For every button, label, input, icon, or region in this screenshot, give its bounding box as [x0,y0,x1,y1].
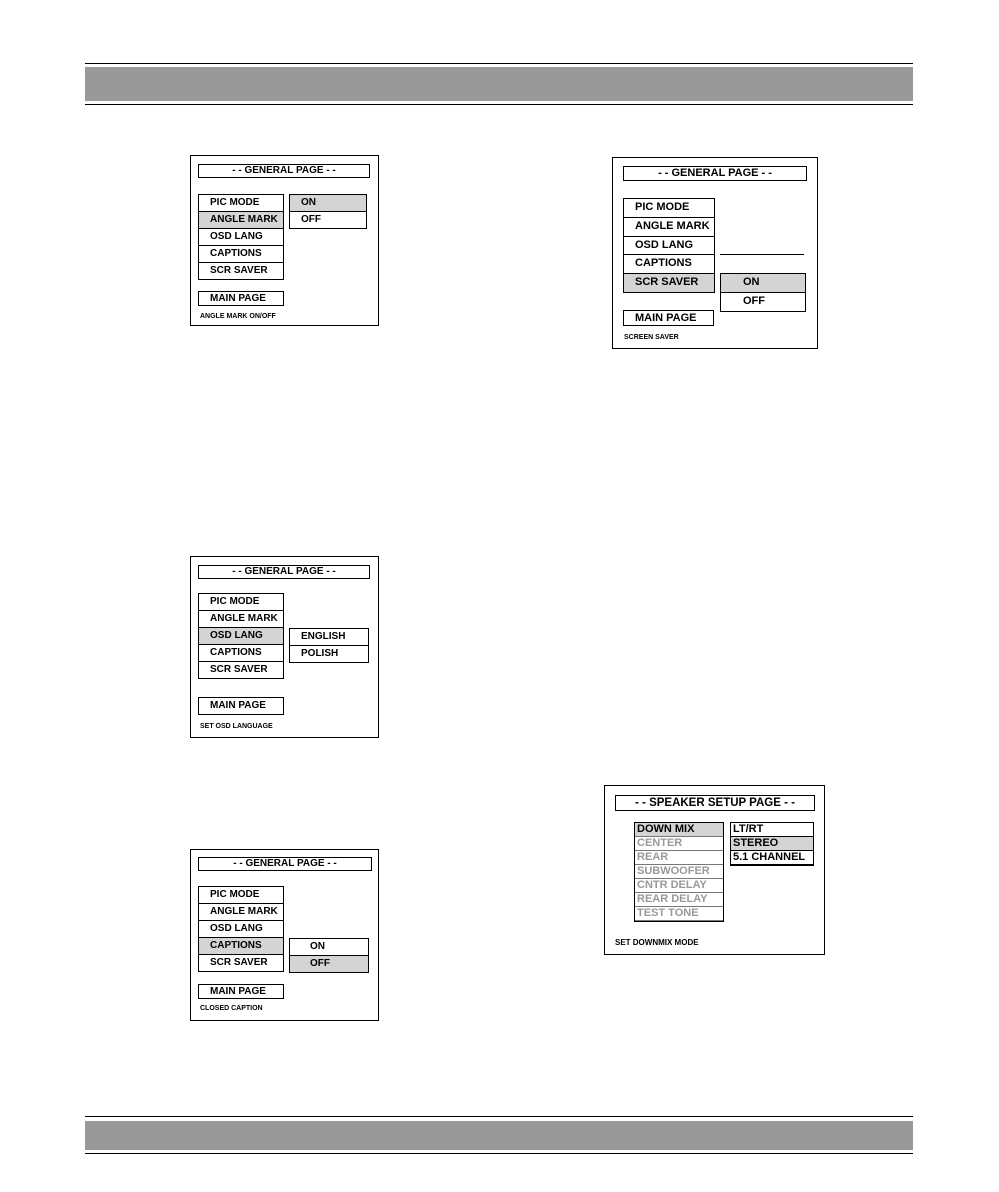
menu-item-pic-mode[interactable]: PIC MODE [624,199,714,218]
general-menu [198,886,284,972]
option-stereo[interactable]: STEREO [731,837,813,851]
menu-item-osd-lang[interactable]: OSD LANG [199,921,283,938]
help-text: SET DOWNMIX MODE [615,938,699,947]
general-page-captions-panel [190,849,379,1021]
menu-item-scr-saver[interactable]: SCR SAVER [624,274,714,292]
menu-item-down-mix[interactable]: DOWN MIX [635,823,723,837]
footer-bar [85,1121,913,1150]
page-title: - - SPEAKER SETUP PAGE - - [615,795,815,811]
menu-item-rear-delay: REAR DELAY [635,893,723,907]
downmix-option-menu [730,822,814,866]
general-menu [198,194,284,280]
help-text: SET OSD LANGUAGE [200,723,273,730]
main-page-button[interactable]: MAIN PAGE [623,310,714,326]
menu-item-pic-mode[interactable]: PIC MODE [199,887,283,904]
option-5-1-channel[interactable]: 5.1 CHANNEL [731,851,813,865]
header-top-rule [85,63,913,64]
general-menu [198,593,284,679]
footer-top-rule [85,1116,913,1117]
general-menu [623,198,715,293]
option-on[interactable]: ON [290,195,366,212]
general-page-angle-mark-panel [190,155,379,326]
menu-item-rear: REAR [635,851,723,865]
menu-item-angle-mark[interactable]: ANGLE MARK [199,904,283,921]
footer-bottom-rule [85,1153,913,1154]
menu-item-pic-mode[interactable]: PIC MODE [199,594,283,611]
general-page-osd-lang-panel [190,556,379,738]
header-bottom-rule [85,104,913,105]
option-on[interactable]: ON [721,274,805,293]
option-polish[interactable]: POLISH [301,648,339,659]
menu-item-scr-saver[interactable]: SCR SAVER [210,265,268,276]
header-bar [85,67,913,101]
menu-item-subwoofer: SUBWOOFER [635,865,723,879]
menu-item-angle-mark[interactable]: ANGLE MARK [199,611,283,628]
menu-item-scr-saver[interactable]: SCR SAVER [210,664,268,675]
divider-line [720,254,804,255]
help-text: SCREEN SAVER [624,334,679,341]
page-title: - - GENERAL PAGE - - [198,565,370,579]
help-text: CLOSED CAPTION [200,1005,263,1012]
option-menu [289,628,369,663]
help-text: ANGLE MARK ON/OFF [200,313,276,320]
menu-item-cntr-delay: CNTR DELAY [635,879,723,893]
option-off[interactable]: OFF [301,214,321,225]
option-menu [289,194,367,229]
menu-item-scr-saver[interactable]: SCR SAVER [210,957,268,968]
option-lt-rt[interactable]: LT/RT [731,823,813,837]
menu-item-pic-mode[interactable]: PIC MODE [199,195,283,212]
menu-item-captions[interactable]: CAPTIONS [624,255,714,274]
option-english[interactable]: ENGLISH [290,629,368,646]
page-title: - - GENERAL PAGE - - [623,166,807,181]
speaker-menu [634,822,724,922]
main-page-button[interactable]: MAIN PAGE [198,291,284,306]
menu-item-captions[interactable]: CAPTIONS [199,645,283,662]
option-off[interactable]: OFF [743,294,765,307]
menu-item-captions[interactable]: CAPTIONS [199,938,283,955]
page-title: - - GENERAL PAGE - - [198,164,370,178]
option-menu [720,273,806,312]
menu-item-captions[interactable]: CAPTIONS [199,246,283,263]
menu-item-center: CENTER [635,837,723,851]
speaker-setup-panel [604,785,825,955]
menu-item-test-tone: TEST TONE [635,907,723,921]
main-page-button[interactable]: MAIN PAGE [198,984,284,999]
option-menu [289,938,369,973]
general-page-screen-saver-panel [612,157,818,349]
menu-item-osd-lang[interactable]: OSD LANG [624,237,714,256]
menu-item-angle-mark[interactable]: ANGLE MARK [624,218,714,237]
option-off[interactable]: OFF [290,956,368,972]
menu-item-osd-lang[interactable]: OSD LANG [199,229,283,246]
option-on[interactable]: ON [290,939,368,956]
main-page-button[interactable]: MAIN PAGE [198,697,284,715]
menu-item-angle-mark[interactable]: ANGLE MARK [199,212,283,229]
page-title: - - GENERAL PAGE - - [198,857,372,871]
menu-item-osd-lang[interactable]: OSD LANG [199,628,283,645]
